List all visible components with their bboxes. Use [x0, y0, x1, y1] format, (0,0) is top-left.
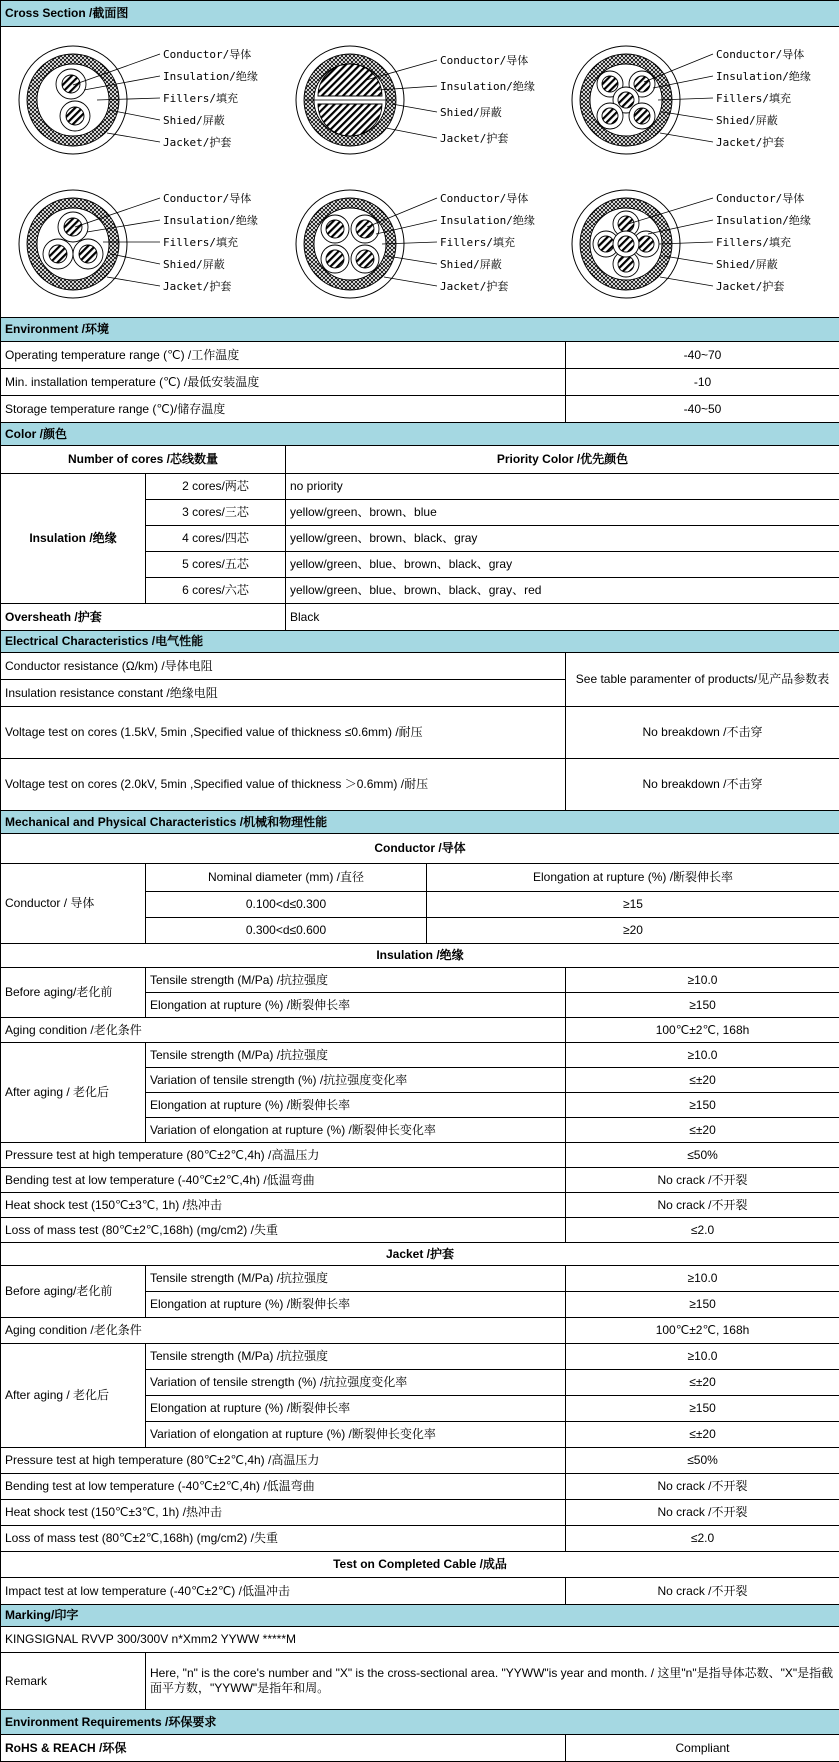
- core-conductor: [618, 236, 634, 252]
- spec-value: -40~50: [566, 396, 839, 423]
- color-row-group-insulation: Insulation /绝缘: [1, 474, 146, 604]
- test-value: ≤50%: [566, 1143, 839, 1168]
- diagram-label-shield: Shied/屏蔽: [716, 113, 778, 127]
- section-title-cross-section: Cross Section /截面图: [1, 1, 839, 27]
- test-value: No crack /不开裂: [566, 1500, 839, 1526]
- diagram-area: [1, 27, 839, 318]
- test-value: ≤50%: [566, 1448, 839, 1474]
- core-conductor: [602, 108, 618, 124]
- priority-colors: no priority: [286, 474, 839, 500]
- test-label: Heat shock test (150℃±3℃, 1h) /热冲击: [1, 1193, 566, 1218]
- row-group-before-aging: Before aging/老化前: [1, 1266, 146, 1318]
- subsection-title-conductor: Conductor /导体: [1, 834, 839, 864]
- core-conductor: [618, 256, 634, 272]
- core-conductor: [598, 236, 614, 252]
- diagram-label-conductor: Conductor/导体: [163, 47, 251, 61]
- section-title-color: Color /颜色: [1, 423, 839, 446]
- property-label: Variation of elongation at rupture (%) /断裂伸长变化率: [146, 1118, 566, 1143]
- diagram-label-jacket: Jacket/护套: [163, 279, 231, 293]
- core-conductor: [66, 107, 84, 125]
- color-col-header-cores: Number of cores /芯线数量: [1, 446, 286, 474]
- property-label: Tensile strength (M/Pa) /抗拉强度: [146, 968, 566, 993]
- diagram-label-fillers: Fillers/填充: [440, 235, 515, 249]
- priority-colors: yellow/green、blue、brown、black、gray、red: [286, 578, 839, 604]
- diagram-label-conductor: Conductor/导体: [716, 191, 804, 205]
- diagram-label-insulation: Insulation/绝缘: [163, 69, 258, 83]
- diameter-range: 0.300<d≤0.600: [146, 918, 427, 944]
- conductor-col-header-diameter: Nominal diameter (mm) /直径: [146, 864, 427, 892]
- leader-line: [107, 133, 160, 142]
- priority-colors: yellow/green、brown、blue: [286, 500, 839, 526]
- property-value: ≥150: [566, 1093, 839, 1118]
- elongation-value: ≥15: [427, 892, 839, 918]
- core-conductor: [356, 250, 374, 268]
- cable-diagram-4core: [282, 172, 558, 316]
- diagram-label-fillers: Fillers/填充: [163, 235, 238, 249]
- subsection-title-insulation: Insulation /绝缘: [1, 944, 839, 968]
- leader-line: [386, 128, 437, 138]
- core-conductor: [79, 245, 97, 263]
- diagram-grid: [5, 28, 835, 316]
- test-value: ≤2.0: [566, 1526, 839, 1552]
- property-value: ≥150: [566, 993, 839, 1018]
- spec-label: Storage temperature range (℃)/储存温度: [1, 396, 566, 423]
- test-value: No crack /不开裂: [566, 1474, 839, 1500]
- spec-value: No breakdown /不击穿: [566, 707, 839, 759]
- aging-condition-label: Aging condition /老化条件: [1, 1318, 566, 1344]
- diagram-label-conductor: Conductor/导体: [163, 191, 251, 205]
- property-value: ≥10.0: [566, 1344, 839, 1370]
- aging-condition-value: 100℃±2℃, 168h: [566, 1318, 839, 1344]
- spec-label: Insulation resistance constant /绝缘电阻: [1, 680, 566, 707]
- row-group-before-aging: Before aging/老化前: [1, 968, 146, 1018]
- diagram-label-jacket: Jacket/护套: [716, 279, 784, 293]
- spec-value: -40~70: [566, 342, 839, 369]
- cable-diagram-5core-ring: [558, 172, 834, 316]
- test-label: Pressure test at high temperature (80℃±2℃,4h) /高温压力: [1, 1448, 566, 1474]
- diagram-label-insulation: Insulation/绝缘: [440, 213, 535, 227]
- cores-count: 4 cores/四芯: [146, 526, 286, 552]
- subsection-title-completed-cable: Test on Completed Cable /成品: [1, 1552, 839, 1578]
- property-value: ≥150: [566, 1292, 839, 1318]
- diagram-label-conductor: Conductor/导体: [716, 47, 804, 61]
- diagram-label-jacket: Jacket/护套: [440, 131, 508, 145]
- test-value: No crack /不开裂: [566, 1578, 839, 1605]
- leader-line: [660, 133, 713, 142]
- cable-diagram-2core: [5, 28, 281, 172]
- diagram-label-conductor: Conductor/导体: [440, 53, 528, 67]
- diagram-label-insulation: Insulation/绝缘: [163, 213, 258, 227]
- spec-label: Voltage test on cores (1.5kV, 5min ,Specified value of thickness ≤0.6mm) /耐压: [1, 707, 566, 759]
- section-title-mechanical: Mechanical and Physical Characteristics /机械和物理性能: [1, 811, 839, 834]
- aging-condition-label: Aging condition /老化条件: [1, 1018, 566, 1043]
- row-group-after-aging: After aging / 老化后: [1, 1043, 146, 1143]
- property-label: Variation of tensile strength (%) /抗拉强度变化率: [146, 1068, 566, 1093]
- core-conductor: [618, 216, 634, 232]
- test-label: Loss of mass test (80℃±2℃,168h) (mg/cm2) /失重: [1, 1526, 566, 1552]
- leader-line: [107, 277, 160, 286]
- spec-label: Voltage test on cores (2.0kV, 5min ,Specified value of thickness ＞0.6mm) /耐压: [1, 759, 566, 811]
- property-label: Tensile strength (M/Pa) /抗拉强度: [146, 1043, 566, 1068]
- section-title-environment-requirements: Environment Requirements /环保要求: [1, 1710, 839, 1735]
- leader-line: [384, 277, 437, 286]
- diagram-label-shield: Shied/屏蔽: [163, 257, 225, 271]
- property-value: ≤±20: [566, 1370, 839, 1396]
- aging-condition-value: 100℃±2℃, 168h: [566, 1018, 839, 1043]
- test-label: Impact test at low temperature (-40℃±2℃) /低温冲击: [1, 1578, 566, 1605]
- diagram-label-jacket: Jacket/护套: [716, 135, 784, 149]
- cores-count: 3 cores/三芯: [146, 500, 286, 526]
- diagram-label-shield: Shied/屏蔽: [163, 113, 225, 127]
- cross-section-header-row: [1, 1, 839, 27]
- spec-value: See table paramenter of products/见产品参数表: [566, 653, 839, 707]
- test-label: Pressure test at high temperature (80℃±2℃,4h) /高温压力: [1, 1143, 566, 1168]
- remark-label: Remark: [1, 1653, 146, 1710]
- oversheath-label: Oversheath /护套: [1, 604, 286, 631]
- diagram-label-jacket: Jacket/护套: [163, 135, 231, 149]
- priority-colors: yellow/green、blue、brown、black、gray: [286, 552, 839, 578]
- diagram-label-shield: Shied/屏蔽: [716, 257, 778, 271]
- rohs-value: Compliant: [566, 1735, 839, 1762]
- diagram-label-fillers: Fillers/填充: [716, 235, 791, 249]
- conductor-col-header-elongation: Elongation at rupture (%) /断裂伸长率: [427, 864, 839, 892]
- cable-diagram-3core: [5, 172, 281, 316]
- property-value: ≤±20: [566, 1118, 839, 1143]
- oversheath-value: Black: [286, 604, 839, 631]
- section-title-marking: Marking/印字: [1, 1605, 839, 1627]
- property-label: Tensile strength (M/Pa) /抗拉强度: [146, 1266, 566, 1292]
- property-value: ≥10.0: [566, 1266, 839, 1292]
- diagram-label-shield: Shied/屏蔽: [440, 257, 502, 271]
- test-value: ≤2.0: [566, 1218, 839, 1243]
- subsection-title-jacket: Jacket /护套: [1, 1243, 839, 1266]
- priority-colors: yellow/green、brown、black、gray: [286, 526, 839, 552]
- cores-count: 5 cores/五芯: [146, 552, 286, 578]
- test-value: No crack /不开裂: [566, 1193, 839, 1218]
- cores-count: 6 cores/六芯: [146, 578, 286, 604]
- core-conductor: [49, 245, 67, 263]
- row-group-after-aging: After aging / 老化后: [1, 1344, 146, 1448]
- core-conductor: [634, 76, 650, 92]
- test-label: Bending test at low temperature (-40℃±2℃,4h) /低温弯曲: [1, 1168, 566, 1193]
- core-conductor: [326, 220, 344, 238]
- cross-section-diagram-row: [1, 27, 839, 318]
- diagram-label-insulation: Insulation/绝缘: [716, 213, 811, 227]
- spec-label: Min. installation temperature (℃) /最低安装温度: [1, 369, 566, 396]
- property-value: ≥150: [566, 1396, 839, 1422]
- test-value: No crack /不开裂: [566, 1168, 839, 1193]
- property-value: ≤±20: [566, 1068, 839, 1093]
- conductor-row-group: Conductor / 导体: [1, 864, 146, 944]
- elongation-value: ≥20: [427, 918, 839, 944]
- core-conductor: [64, 218, 82, 236]
- remark-text: Here, "n" is the core's number and "X" is the cross-sectional area. "YYWW"is year and month. / 这里"n"是指导体芯数、"X"是指截面平方数，"YYWW"是指年和周。: [146, 1653, 839, 1710]
- core-conductor: [638, 236, 654, 252]
- section-title-electrical: Electrical Characteristics /电气性能: [1, 631, 839, 653]
- property-value: ≤±20: [566, 1422, 839, 1448]
- property-value: ≥10.0: [566, 1043, 839, 1068]
- diagram-label-shield: Shied/屏蔽: [440, 105, 502, 119]
- cable-diagram-5core-quincunx: [558, 28, 834, 172]
- property-value: ≥10.0: [566, 968, 839, 993]
- core-conductor: [356, 220, 374, 238]
- spec-label: Operating temperature range (℃) /工作温度: [1, 342, 566, 369]
- cores-count: 2 cores/两芯: [146, 474, 286, 500]
- core-conductor: [602, 76, 618, 92]
- color-col-header-priority: Priority Color /优先颜色: [286, 446, 839, 474]
- property-label: Elongation at rupture (%) /断裂伸长率: [146, 1292, 566, 1318]
- diagram-label-insulation: Insulation/绝缘: [440, 79, 535, 93]
- diameter-range: 0.100<d≤0.300: [146, 892, 427, 918]
- property-label: Tensile strength (M/Pa) /抗拉强度: [146, 1344, 566, 1370]
- property-label: Variation of elongation at rupture (%) /断裂伸长变化率: [146, 1422, 566, 1448]
- property-label: Variation of tensile strength (%) /抗拉强度变化率: [146, 1370, 566, 1396]
- core-conductor: [62, 75, 80, 93]
- marking-line: KINGSIGNAL RVVP 300/300V n*Xmm2 YYWW *****M: [1, 1627, 839, 1653]
- property-label: Elongation at rupture (%) /断裂伸长率: [146, 1396, 566, 1422]
- section-title-environment: Environment /环境: [1, 318, 839, 342]
- core-conductor: [326, 250, 344, 268]
- spec-value: No breakdown /不击穿: [566, 759, 839, 811]
- diagram-label-fillers: Fillers/填充: [716, 91, 791, 105]
- spec-value: -10: [566, 369, 839, 396]
- diagram-label-conductor: Conductor/导体: [440, 191, 528, 205]
- leader-line: [660, 277, 713, 286]
- test-label: Loss of mass test (80℃±2℃,168h) (mg/cm2) /失重: [1, 1218, 566, 1243]
- property-label: Elongation at rupture (%) /断裂伸长率: [146, 1093, 566, 1118]
- spec-label: Conductor resistance (Ω/km) /导体电阻: [1, 653, 566, 680]
- core-conductor: [634, 108, 650, 124]
- cable-diagram-2core-flat: [282, 28, 558, 172]
- property-label: Elongation at rupture (%) /断裂伸长率: [146, 993, 566, 1018]
- diagram-label-insulation: Insulation/绝缘: [716, 69, 811, 83]
- test-label: Heat shock test (150℃±3℃, 1h) /热冲击: [1, 1500, 566, 1526]
- diagram-label-jacket: Jacket/护套: [440, 279, 508, 293]
- rohs-label: RoHS & REACH /环保: [1, 1735, 566, 1762]
- diagram-label-fillers: Fillers/填充: [163, 91, 238, 105]
- test-label: Bending test at low temperature (-40℃±2℃,4h) /低温弯曲: [1, 1474, 566, 1500]
- core-conductor: [618, 92, 634, 108]
